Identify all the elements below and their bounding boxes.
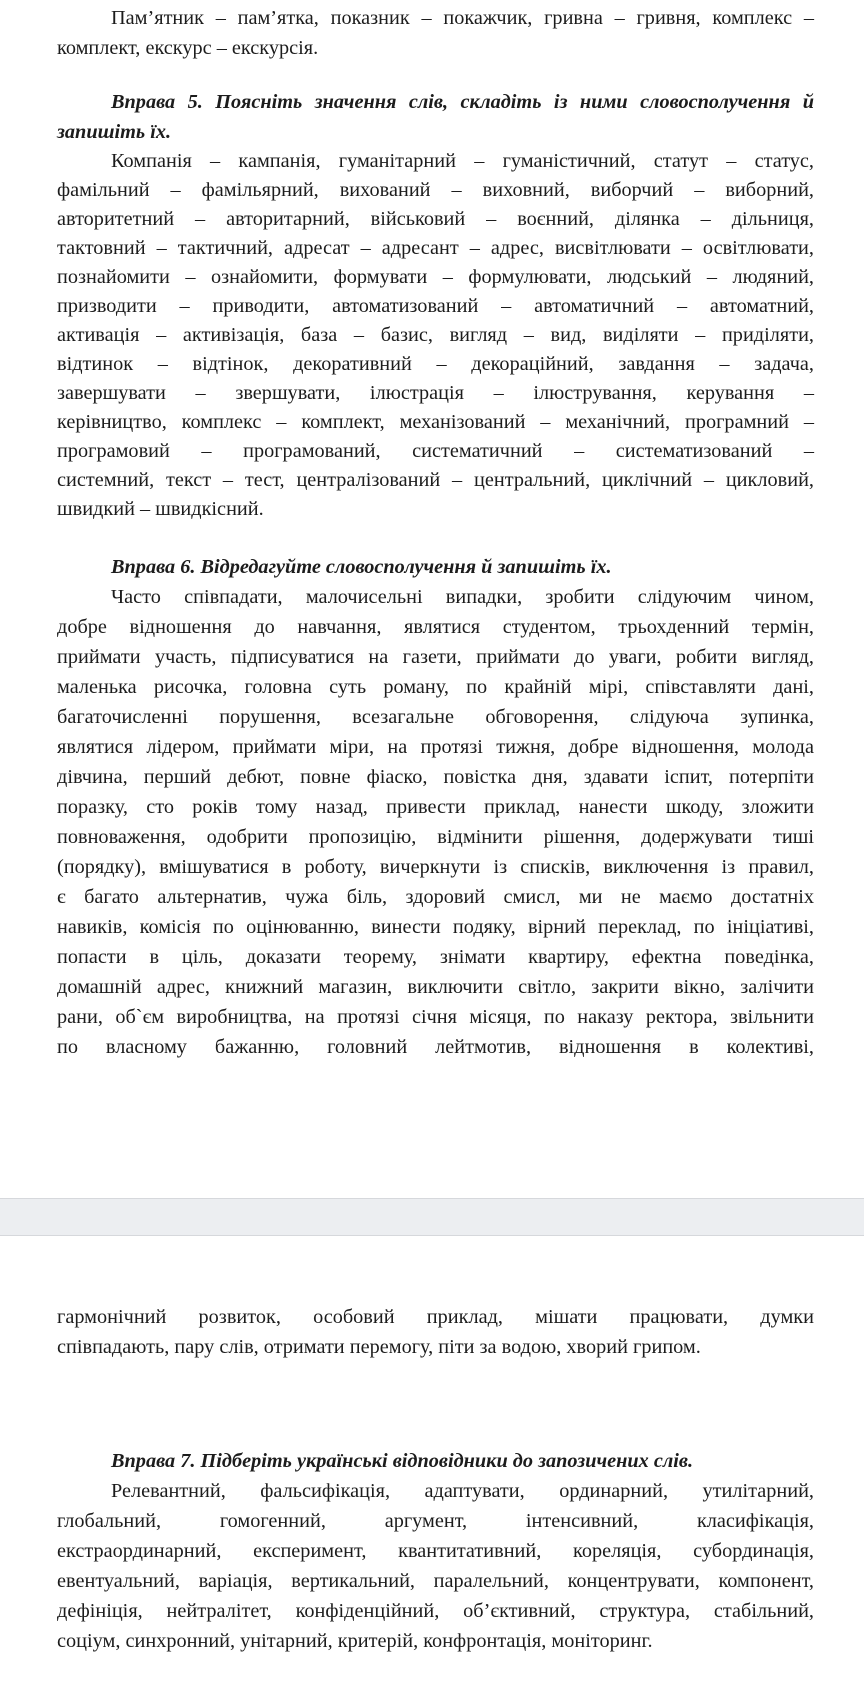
- exercise-5-line: тактовний – тактичний, адресат – адресант – адрес, висвітлювати – освітлювати,: [57, 237, 814, 259]
- exercise-5-line: фамільний – фамільярний, вихований – виховний, виборчий – виборний,: [57, 179, 814, 201]
- exercise-6-line: приймати участь, підписуватися на газети, приймати до уваги, робити вигляд,: [57, 646, 814, 668]
- exercise-5-line: відтинок – відтінок, декоративний – декораційний, завдання – задача,: [57, 353, 814, 375]
- exercise-6-line: маленька рисочка, головна суть роману, по крайній мірі, співставляти дані,: [57, 676, 814, 698]
- exercise-6-line: повноваження, одобрити пропозицію, відмінити рішення, додержувати тиші: [57, 826, 814, 848]
- intro-line: комплект, екскурс – екскурсія.: [57, 37, 319, 59]
- exercise-5-line: призводити – приводити, автоматизований – автоматичний – автоматний,: [57, 295, 814, 317]
- exercise-5-line: Компанія – кампанія, гуманітарний – гуманістичний, статут – статус,: [111, 150, 814, 172]
- intro-line: Пам’ятник – пам’ятка, показник – покажчик, гривна – гривня, комплекс –: [111, 7, 814, 29]
- exercise-5-line: керівництво, комплекс – комплект, механізований – механічний, програмний –: [57, 411, 814, 433]
- exercise-6-line: Часто співпадати, малочисельні випадки, зробити слідуючим чином,: [111, 586, 814, 608]
- exercise-5-line: системний, текст – тест, централізований – центральний, циклічний – цикловий,: [57, 469, 814, 491]
- exercise-5-heading: запишіть їх.: [57, 121, 172, 143]
- exercise-6-line: навиків, комісія по оцінюванню, винести подяку, вірний переклад, по ініціативі,: [57, 916, 814, 938]
- exercise-7-line: Релевантний, фальсифікація, адаптувати, ординарний, утилітарний,: [111, 1480, 814, 1502]
- exercise-6-line: добре відношення до навчання, являтися студентом, трьохденний термін,: [57, 616, 814, 638]
- exercise-6-line: по власному бажанню, головний лейтмотив, відношення в колективі,: [57, 1036, 814, 1058]
- exercise-6-line: являтися лідером, приймати міри, на протязі тижня, добре відношення, молода: [57, 736, 814, 758]
- exercise-6-line: рани, об`єм виробництва, на протязі січня місяця, по наказу ректора, звільнити: [57, 1006, 814, 1028]
- exercise-6-heading: Вправа 6. Відредагуйте словосполучення й запишіть їх.: [111, 556, 612, 578]
- exercise-5-line: швидкий – швидкісний.: [57, 498, 264, 520]
- exercise-7-line: дефініція, нейтралітет, конфіденційний, об’єктивний, структура, стабільний,: [57, 1600, 814, 1622]
- exercise-5-line: познайомити – ознайомити, формувати – формулювати, людський – людяний,: [57, 266, 814, 288]
- exercise-5-heading: Вправа 5. Поясніть значення слів, складіть із ними словосполучення й: [111, 91, 814, 113]
- exercise-6-line: домашній адрес, книжний магазин, виключити світло, закрити вікно, залічити: [57, 976, 814, 998]
- exercise-7-line: екстраординарний, експеримент, квантитативний, кореляція, субординація,: [57, 1540, 814, 1562]
- exercise-6-line: дівчина, перший дебют, повне фіаско, повістка дня, здавати іспит, потерпіти: [57, 766, 814, 788]
- exercise-5-line: активація – активізація, база – базис, вигляд – вид, виділяти – приділяти,: [57, 324, 814, 346]
- exercise-6-line: є багато альтернатив, чужа біль, здоровий смисл, ми не маємо достатніх: [57, 886, 814, 908]
- exercise-7-line: глобальний, гомогенний, аргумент, інтенсивний, класифікація,: [57, 1510, 814, 1532]
- exercise-7-line: евентуальний, варіація, вертикальний, паралельний, концентрувати, компонент,: [57, 1570, 814, 1592]
- document-page-2: [0, 1236, 864, 1684]
- exercise-5-line: авторитетний – авторитарний, військовий – воєнний, ділянка – дільниця,: [57, 208, 814, 230]
- page-separator: [0, 1198, 864, 1236]
- exercise-6-line: попасти в ціль, доказати теорему, знімати квартиру, ефектна поведінка,: [57, 946, 814, 968]
- exercise-6-line: багаточисленні порушення, всезагальне обговорення, слідуюча зупинка,: [57, 706, 814, 728]
- exercise-7-heading: Вправа 7. Підберіть українські відповідники до запозичених слів.: [111, 1450, 694, 1472]
- exercise-7-line: соціум, синхронний, унітарний, критерій, конфронтація, моніторинг.: [57, 1630, 653, 1652]
- exercise-6-line: (порядку), вмішуватися в роботу, вичеркнути із списків, виключення із правил,: [57, 856, 814, 878]
- exercise-6-continuation-line: співпадають, пару слів, отримати перемогу, піти за водою, хворий грипом.: [57, 1336, 701, 1358]
- exercise-6-continuation-line: гармонічний розвиток, особовий приклад, мішати працювати, думки: [57, 1306, 814, 1328]
- exercise-5-line: завершувати – звершувати, ілюстрація – ілюстрування, керування –: [57, 382, 814, 404]
- exercise-6-line: поразку, сто років тому назад, привести приклад, нанести шкоду, зложити: [57, 796, 814, 818]
- exercise-5-line: програмовий – програмований, систематичний – систематизований –: [57, 440, 814, 462]
